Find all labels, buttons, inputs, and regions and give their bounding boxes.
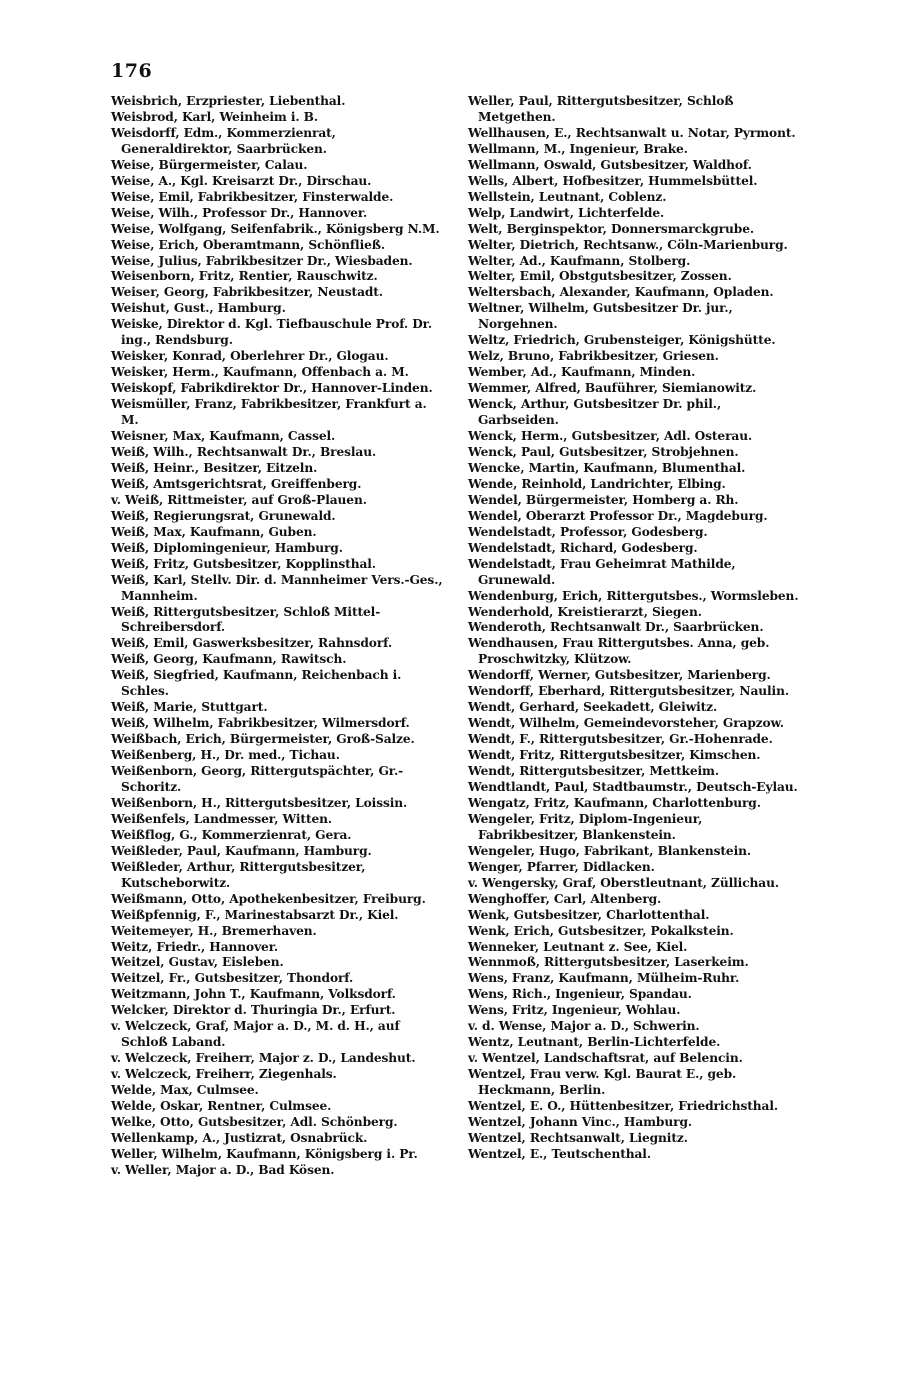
directory-entry: Wendelstadt, Frau Geheimrat Mathilde, Grunewald. [468, 556, 736, 587]
directory-entry: Wennmoß, Rittergutsbesitzer, Laserkeim. [468, 955, 749, 970]
directory-entry: Wendenburg, Erich, Rittergutsbes., Wormsleben. [468, 588, 799, 603]
directory-entry: Weltersbach, Alexander, Kaufmann, Opladen. [468, 285, 774, 300]
directory-entry: Wellmann, Oswald, Gutsbesitzer, Waldhof. [468, 157, 752, 172]
directory-entry: Weitz, Friedr., Hannover. [111, 939, 279, 954]
directory-entry: Weltz, Friedrich, Grubensteiger, Königshütte. [468, 333, 776, 348]
directory-entry: Weitemeyer, H., Bremerhaven. [111, 923, 317, 938]
directory-entry: Weiß, Regierungsrat, Grunewald. [111, 508, 336, 523]
directory-entry: Wendelstadt, Professor, Godesberg. [468, 524, 708, 539]
directory-entry: Wentzel, E., Teutschenthal. [468, 1146, 651, 1161]
directory-entry: v. Welczeck, Graf, Major a. D., M. d. H., auf Schloß Laband. [111, 1019, 400, 1050]
directory-entry: Weißenberg, H., Dr. med., Tichau. [111, 748, 340, 763]
directory-entry: Weißmann, Otto, Apothekenbesitzer, Freiburg. [111, 891, 426, 906]
directory-entry: Weishut, Gust., Hamburg. [111, 301, 286, 316]
directory-entry: Wember, Ad., Kaufmann, Minden. [468, 365, 696, 380]
directory-entry: Wentz, Leutnant, Berlin-Lichterfelde. [468, 1035, 721, 1050]
directory-entry: Weitzmann, John T., Kaufmann, Volksdorf. [111, 987, 396, 1002]
left-column [111, 94, 445, 1179]
directory-entry: Welter, Emil, Obstgutsbesitzer, Zossen. [468, 269, 732, 284]
directory-entry: Welde, Oskar, Rentner, Culmsee. [111, 1099, 332, 1114]
directory-entry: Wenghoffer, Carl, Altenberg. [468, 891, 662, 906]
directory-entry: Weißpfennig, F., Marinestabsarzt Dr., Kiel. [111, 907, 399, 922]
directory-entry: Weise, Julius, Fabrikbesitzer Dr., Wiesbaden. [111, 253, 413, 268]
directory-entry: Weller, Wilhelm, Kaufmann, Königsberg i. Pr. [111, 1146, 418, 1161]
page-number: 176 [111, 60, 153, 82]
directory-entry: Weise, Bürgermeister, Calau. [111, 157, 308, 172]
directory-entry: Weiß, Georg, Kaufmann, Rawitsch. [111, 652, 347, 667]
directory-entry: Weisenborn, Fritz, Rentier, Rauschwitz. [111, 269, 378, 284]
directory-entry: Weise, Wolfgang, Seifenfabrik., Königsberg N.M. [111, 221, 440, 236]
directory-entry: Wellmann, M., Ingenieur, Brake. [468, 141, 688, 156]
directory-entry: Weitzel, Gustav, Eisleben. [111, 955, 284, 970]
directory-entry: Weisdorff, Edm., Kommerzienrat, Generaldirektor, Saarbrücken. [111, 125, 336, 156]
directory-entry: Welke, Otto, Gutsbesitzer, Adl. Schönberg. [111, 1115, 398, 1129]
directory-entry: Wens, Rich., Ingenieur, Spandau. [468, 987, 692, 1002]
directory-entry: Weißleder, Paul, Kaufmann, Hamburg. [111, 843, 372, 858]
directory-entry: Weisner, Max, Kaufmann, Cassel. [111, 429, 336, 444]
directory-entry: Wendt, F., Rittergutsbesitzer, Gr.-Hohenrade. [468, 732, 773, 747]
directory-entry: Weller, Paul, Rittergutsbesitzer, Schloß Metgethen. [468, 94, 734, 124]
directory-entry: Wencke, Martin, Kaufmann, Blumenthal. [468, 460, 746, 475]
directory-entry: Weiß, Rittergutsbesitzer, Schloß Mittel-Schreibersdorf. [111, 604, 381, 635]
directory-entry: Wendt, Wilhelm, Gemeindevorsteher, Grapzow. [468, 716, 784, 731]
directory-entry: Wenck, Arthur, Gutsbesitzer Dr. phil., Garbseiden. [468, 397, 722, 428]
directory-entry: Wenneker, Leutnant z. See, Kiel. [468, 939, 688, 954]
directory-entry: Wendt, Gerhard, Seekadett, Gleiwitz. [468, 700, 718, 715]
directory-entry: Weißbach, Erich, Bürgermeister, Groß-Salze. [111, 732, 415, 747]
directory-entry: v. Weiß, Rittmeister, auf Groß-Plauen. [111, 492, 367, 507]
directory-entry: Weiß, Fritz, Gutsbesitzer, Kopplinsthal. [111, 556, 376, 571]
directory-entry: Weiske, Direktor d. Kgl. Tiefbauschule Prof. Dr. ing., Rendsburg. [111, 317, 433, 348]
directory-entry: Weitzel, Fr., Gutsbesitzer, Thondorf. [111, 971, 354, 986]
directory-entry: Weiß, Siegfried, Kaufmann, Reichenbach i. Schles. [111, 668, 402, 699]
directory-entry: Weiß, Amtsgerichtsrat, Greiffenberg. [111, 476, 362, 491]
directory-entry: Wenger, Pfarrer, Didlacken. [468, 859, 655, 874]
directory-entry: Wendorff, Werner, Gutsbesitzer, Marienberg. [468, 668, 771, 683]
directory-entry: Wenk, Erich, Gutsbesitzer, Pokalkstein. [468, 923, 734, 938]
directory-entry: Weißleder, Arthur, Rittergutsbesitzer, Kutscheborwitz. [111, 859, 366, 890]
directory-entry: v. Welczeck, Freiherr, Ziegenhals. [111, 1067, 337, 1082]
directory-entry: Weisker, Konrad, Oberlehrer Dr., Glogau. [111, 349, 389, 364]
directory-entry: Weiß, Emil, Gaswerksbesitzer, Rahnsdorf. [111, 636, 392, 651]
directory-entry: Weismüller, Franz, Fabrikbesitzer, Frankfurt a. M. [111, 397, 427, 428]
directory-entry: Weiß, Marie, Stuttgart. [111, 700, 268, 715]
directory-entry: Weißflog, G., Kommerzienrat, Gera. [111, 827, 352, 842]
directory-entry: Wentzel, E. O., Hüttenbesitzer, Friedrichsthal. [468, 1099, 778, 1114]
directory-entry: Wells, Albert, Hofbesitzer, Hummelsbüttel. [468, 173, 758, 188]
directory-entry: Welde, Max, Culmsee. [111, 1083, 259, 1098]
directory-entry: Wellenkamp, A., Justizrat, Osnabrück. [111, 1130, 368, 1145]
directory-entry: Wengeler, Fritz, Diplom-Ingenieur, Fabrikbesitzer, Blankenstein. [468, 811, 703, 842]
directory-entry: v. d. Wense, Major a. D., Schwerin. [468, 1019, 700, 1034]
directory-entry: Weise, Emil, Fabrikbesitzer, Finsterwalde. [111, 189, 394, 204]
directory-entry: Wenck, Paul, Gutsbesitzer, Strobjehnen. [468, 444, 739, 459]
directory-entry: Welter, Dietrich, Rechtsanw., Cöln-Marienburg. [468, 237, 788, 252]
directory-entry: Wentzel, Frau verw. Kgl. Baurat E., geb. Heckmann, Berlin. [468, 1067, 737, 1098]
directory-entry: Weisbrich, Erzpriester, Liebenthal. [111, 94, 346, 108]
directory-entry: Wenderhold, Kreistierarzt, Siegen. [468, 604, 702, 619]
directory-entry: Weise, Wilh., Professor Dr., Hannover. [111, 205, 368, 220]
directory-entry: Wens, Fritz, Ingenieur, Wohlau. [468, 1003, 681, 1018]
directory-entry: Weiß, Max, Kaufmann, Guben. [111, 524, 317, 539]
directory-entry: Weisker, Herm., Kaufmann, Offenbach a. M. [111, 365, 409, 380]
directory-entry: Wentzel, Johann Vinc., Hamburg. [468, 1115, 693, 1129]
directory-entry: Wendt, Rittergutsbesitzer, Mettkeim. [468, 764, 719, 779]
directory-entry: Weiß, Heinr., Besitzer, Eitzeln. [111, 460, 318, 475]
directory-entry: v. Wentzel, Landschaftsrat, auf Belencin. [468, 1051, 743, 1066]
directory-entry: Weltner, Wilhelm, Gutsbesitzer Dr. jur., Norgehnen. [468, 301, 733, 332]
directory-entry: Wendel, Oberarzt Professor Dr., Magdeburg. [468, 508, 768, 523]
directory-entry: Welz, Bruno, Fabrikbesitzer, Griesen. [468, 349, 719, 364]
directory-entry: Wende, Reinhold, Landrichter, Elbing. [468, 476, 726, 491]
directory-entry: Welt, Berginspektor, Donnersmarckgrube. [468, 221, 754, 236]
directory-entry: Wengeler, Hugo, Fabrikant, Blankenstein. [468, 843, 751, 858]
directory-entry: Wengatz, Fritz, Kaufmann, Charlottenburg. [468, 795, 761, 810]
directory-entry: Wemmer, Alfred, Bauführer, Siemianowitz. [468, 381, 757, 396]
directory-entry: Wenderoth, Rechtsanwalt Dr., Saarbrücken. [468, 620, 764, 635]
directory-entry: Weise, Erich, Oberamtmann, Schönfließ. [111, 237, 386, 252]
directory-entry: Weißenborn, Georg, Rittergutspächter, Gr.-Schoritz. [111, 764, 404, 794]
directory-entry: Wendelstadt, Richard, Godesberg. [468, 540, 698, 555]
directory-entry: v. Weller, Major a. D., Bad Kösen. [111, 1162, 335, 1177]
directory-entry: Weisbrod, Karl, Weinheim i. B. [111, 109, 319, 124]
directory-entry: Wentzel, Rechtsanwalt, Liegnitz. [468, 1130, 688, 1145]
right-column [468, 94, 802, 1163]
directory-entry: Weiskopf, Fabrikdirektor Dr., Hannover-Linden. [111, 381, 433, 396]
directory-entry: Wellstein, Leutnant, Coblenz. [468, 189, 667, 204]
directory-entry: Weiß, Karl, Stellv. Dir. d. Mannheimer Vers.-Ges., Mannheim. [111, 572, 443, 603]
directory-entry: Wenck, Herm., Gutsbesitzer, Adl. Osterau. [468, 429, 753, 444]
directory-entry: Weiß, Wilh., Rechtsanwalt Dr., Breslau. [111, 444, 377, 459]
directory-entry: Wendt, Fritz, Rittergutsbesitzer, Kimschen. [468, 748, 761, 763]
directory-entry: Welp, Landwirt, Lichterfelde. [468, 205, 665, 220]
directory-entry: Weiß, Diplomingenieur, Hamburg. [111, 540, 343, 555]
directory-entry: Weiser, Georg, Fabrikbesitzer, Neustadt. [111, 285, 383, 300]
directory-entry: Weißenfels, Landmesser, Witten. [111, 811, 333, 826]
directory-entry: Weiß, Wilhelm, Fabrikbesitzer, Wilmersdorf. [111, 716, 410, 731]
directory-entry: Weise, A., Kgl. Kreisarzt Dr., Dirschau. [111, 173, 372, 188]
directory-entry: Wendtlandt, Paul, Stadtbaumstr., Deutsch-Eylau. [468, 779, 798, 794]
directory-entry: Welter, Ad., Kaufmann, Stolberg. [468, 253, 691, 268]
directory-entry: Wellhausen, E., Rechtsanwalt u. Notar, Pyrmont. [468, 125, 796, 140]
directory-entry: Wens, Franz, Kaufmann, Mülheim-Ruhr. [468, 971, 740, 986]
directory-entry: Wendorff, Eberhard, Rittergutsbesitzer, Naulin. [468, 684, 789, 699]
directory-entry: Weißenborn, H., Rittergutsbesitzer, Loissin. [111, 795, 408, 810]
directory-entry: Wenk, Gutsbesitzer, Charlottenthal. [468, 907, 710, 922]
directory-entry: Welcker, Direktor d. Thuringia Dr., Erfurt. [111, 1003, 396, 1018]
directory-entry: Wendhausen, Frau Rittergutsbes. Anna, geb. Proschwitzky, Klützow. [468, 636, 770, 667]
directory-entry: v. Welczeck, Freiherr, Major z. D., Landeshut. [111, 1051, 416, 1066]
directory-entry: v. Wengersky, Graf, Oberstleutnant, Züllichau. [468, 875, 779, 890]
directory-entry: Wendel, Bürgermeister, Homberg a. Rh. [468, 492, 739, 507]
